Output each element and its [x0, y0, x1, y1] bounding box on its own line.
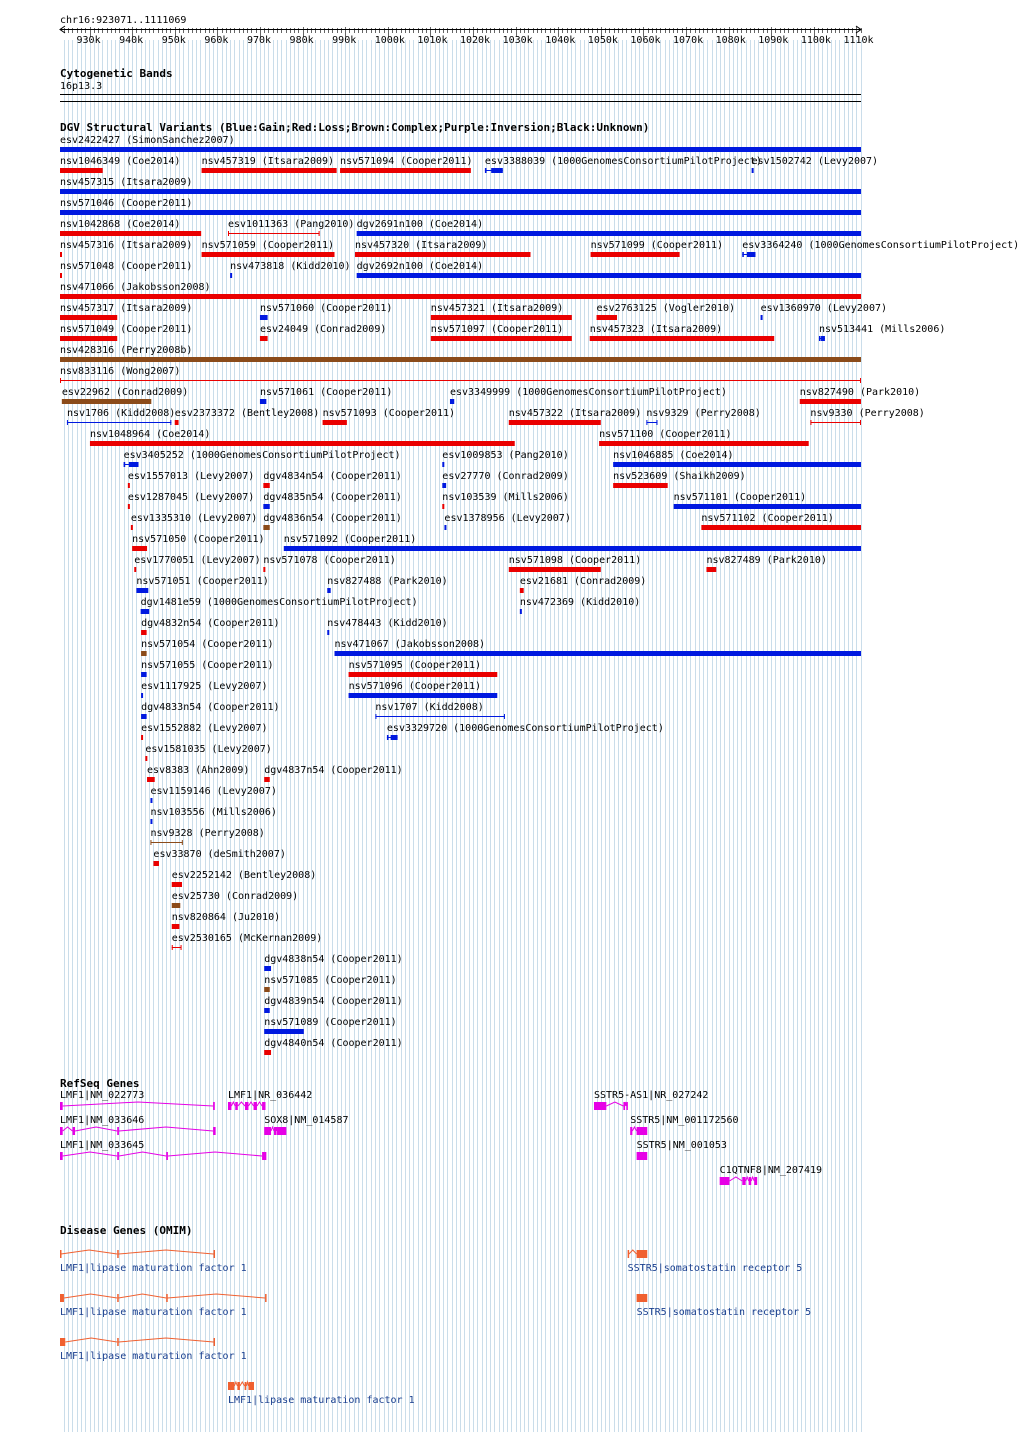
omim-gene-model[interactable]: [628, 1250, 648, 1258]
sv-label[interactable]: dgv4837n54 (Cooper2011): [264, 765, 403, 776]
dgv-title: DGV Structural Variants (Blue:Gain;Red:Loss;Brown:Complex;Purple:Inversion;Black:Unknown): [60, 121, 650, 134]
sv-label[interactable]: nsv571092 (Cooper2011): [283, 534, 417, 545]
sv-bar[interactable]: [230, 273, 232, 278]
sv-label[interactable]: nsv1048964 (Coe2014): [89, 429, 211, 440]
sv-label[interactable]: nsv571054 (Cooper2011): [141, 639, 274, 650]
sv-bar[interactable]: [263, 483, 269, 488]
sv-bar[interactable]: [141, 714, 147, 719]
sv-label[interactable]: esv24049 (Conrad2009): [259, 324, 387, 335]
sv-bar[interactable]: [264, 1029, 304, 1034]
region-label: chr16:923071..1111069: [60, 15, 187, 26]
sv-bar[interactable]: [450, 399, 454, 404]
sv-bar[interactable]: [357, 231, 861, 236]
sv-bar[interactable]: [742, 252, 755, 257]
sv-label[interactable]: dgv4832n54 (Cooper2011): [141, 618, 280, 629]
sv-label[interactable]: esv2763125 (Vogler2010): [596, 303, 736, 314]
refseq-gene-label[interactable]: LMF1|NM_033646: [60, 1115, 145, 1126]
sv-bar[interactable]: [674, 504, 861, 509]
sv-label[interactable]: nsv571050 (Cooper2011): [132, 534, 265, 545]
sv-bar[interactable]: [264, 777, 270, 782]
ruler-tick-label: 1010k: [417, 35, 448, 46]
sv-label[interactable]: esv2530165 (McKernan2009): [171, 933, 323, 944]
sv-label[interactable]: esv2252142 (Bentley2008): [171, 870, 317, 881]
sv-bar[interactable]: [60, 231, 201, 236]
sv-label[interactable]: nsv513441 (Mills2006): [818, 324, 946, 335]
sv-bar[interactable]: [124, 462, 139, 467]
sv-bar[interactable]: [442, 483, 446, 488]
sv-label[interactable]: dgv4833n54 (Cooper2011): [141, 702, 280, 713]
sv-label[interactable]: nsv571089 (Cooper2011): [264, 1017, 397, 1028]
sv-bar[interactable]: [60, 357, 861, 362]
sv-bar[interactable]: [284, 546, 861, 551]
sv-bar[interactable]: [357, 273, 861, 278]
sv-bar[interactable]: [62, 399, 151, 404]
ruler-tick-label: 960k: [204, 35, 229, 46]
sv-bar[interactable]: [264, 987, 270, 992]
sv-bar[interactable]: [134, 567, 136, 572]
omim-gene-label[interactable]: LMF1|lipase maturation factor 1: [227, 1395, 415, 1406]
sv-bar[interactable]: [800, 399, 861, 404]
refseq-gene-label[interactable]: SSTR5|NM_001172560: [630, 1115, 739, 1126]
omim-gene-label[interactable]: SSTR5|somatostatin receptor 5: [636, 1307, 812, 1318]
sv-bar[interactable]: [264, 1050, 271, 1055]
sv-bar[interactable]: [141, 609, 150, 614]
sv-label[interactable]: nsv472369 (Kidd2010): [519, 597, 641, 608]
sv-bar[interactable]: [264, 966, 271, 971]
refseq-gene-label[interactable]: SSTR5|NM_001053: [636, 1140, 727, 1151]
sv-bar[interactable]: [145, 756, 147, 761]
sv-bar[interactable]: [128, 483, 130, 488]
sv-label[interactable]: nsv571100 (Cooper2011): [599, 429, 732, 440]
sv-bar[interactable]: [60, 210, 861, 215]
sv-label[interactable]: nsv9328 (Perry2008): [150, 828, 265, 839]
sv-bar[interactable]: [264, 1008, 270, 1013]
ruler-tick-label: 1080k: [715, 35, 746, 46]
sv-bar[interactable]: [431, 336, 572, 341]
sv-label[interactable]: nsv103556 (Mills2006): [150, 807, 277, 818]
sv-bar[interactable]: [263, 567, 265, 572]
sv-label[interactable]: dgv1481e59 (1000GenomesConsortiumPilotProject): [140, 597, 418, 608]
sv-bar[interactable]: [141, 735, 143, 740]
sv-bar[interactable]: [132, 546, 147, 551]
sv-bar[interactable]: [60, 294, 861, 299]
sv-label[interactable]: dgv4835n54 (Cooper2011): [263, 492, 402, 503]
sv-label[interactable]: dgv4839n54 (Cooper2011): [264, 996, 403, 1007]
sv-label[interactable]: esv21681 (Conrad2009): [519, 576, 647, 587]
ruler-tick-label: 1090k: [758, 35, 789, 46]
omim-title: Disease Genes (OMIM): [60, 1224, 193, 1237]
sv-label[interactable]: nsv827490 (Park2010): [799, 387, 921, 398]
sv-label[interactable]: esv1011363 (Pang2010): [227, 219, 355, 230]
sv-bar[interactable]: [172, 903, 181, 908]
sv-label[interactable]: dgv4840n54 (Cooper2011): [264, 1038, 403, 1049]
refseq-gene-model[interactable]: [630, 1127, 647, 1135]
sv-bar[interactable]: [131, 525, 133, 530]
sv-bar[interactable]: [752, 168, 754, 173]
sv-label[interactable]: dgv4838n54 (Cooper2011): [264, 954, 403, 965]
sv-label[interactable]: nsv571095 (Cooper2011): [348, 660, 482, 671]
sv-bar[interactable]: [263, 504, 269, 509]
sv-label[interactable]: nsv571093 (Cooper2011): [322, 408, 456, 419]
sv-label[interactable]: nsv571096 (Cooper2011): [348, 681, 482, 692]
sv-label[interactable]: esv3405252 (1000GenomesConsortiumPilotProject): [123, 450, 401, 461]
sv-bar[interactable]: [90, 441, 515, 446]
sv-bar[interactable]: [141, 630, 147, 635]
refseq-gene-model[interactable]: [60, 1152, 266, 1160]
ruler-tick-label: 1020k: [459, 35, 491, 46]
sv-bar[interactable]: [591, 252, 680, 257]
sv-bar[interactable]: [520, 588, 524, 593]
sv-label[interactable]: esv3388039 (1000GenomesConsortiumPilotProject): [484, 156, 762, 167]
ruler-tick-label: 1000k: [374, 35, 405, 46]
sv-bar[interactable]: [349, 693, 498, 698]
sv-label[interactable]: esv25730 (Conrad2009): [171, 891, 299, 902]
sv-bar[interactable]: [349, 672, 498, 677]
sv-bar[interactable]: [260, 315, 268, 320]
sv-bar[interactable]: [335, 651, 861, 656]
ruler-tick-label: 1050k: [587, 35, 618, 46]
sv-bar[interactable]: [60, 168, 103, 173]
sv-label[interactable]: nsv1707 (Kidd2008): [375, 702, 484, 713]
sv-label[interactable]: nsv103539 (Mills2006): [442, 492, 569, 503]
refseq-gene-label[interactable]: LMF1|NM_022773: [60, 1090, 145, 1101]
sv-bar[interactable]: [150, 798, 152, 803]
sv-label[interactable]: dgv4836n54 (Cooper2011): [263, 513, 402, 524]
sv-label[interactable]: nsv1042868 (Coe2014): [60, 219, 181, 230]
sv-label[interactable]: nsv571055 (Cooper2011): [141, 660, 274, 671]
sv-label[interactable]: nsv1046349 (Coe2014): [60, 156, 181, 167]
sv-label[interactable]: esv8383 (Ahn2009): [147, 765, 250, 776]
sv-label[interactable]: esv1552882 (Levy2007): [141, 723, 268, 734]
sv-bar[interactable]: [599, 441, 809, 446]
sv-bar[interactable]: [202, 252, 335, 257]
refseq-gene-model[interactable]: [264, 1127, 286, 1135]
sv-label[interactable]: nsv827489 (Park2010): [706, 555, 827, 566]
sv-bar[interactable]: [147, 777, 155, 782]
sv-label[interactable]: nsv457315 (Itsara2009): [60, 177, 193, 188]
sv-bar[interactable]: [442, 504, 444, 509]
omim-gene-model[interactable]: [60, 1338, 215, 1346]
refseq-gene-label[interactable]: LMF1|NR_036442: [227, 1090, 313, 1101]
cytoband-band[interactable]: 16p13.3: [60, 81, 103, 92]
sv-label[interactable]: nsv571060 (Cooper2011): [259, 303, 393, 314]
refseq-gene-label[interactable]: SSTR5-AS1|NR_027242: [593, 1090, 709, 1101]
sv-bar[interactable]: [260, 399, 266, 404]
sv-label[interactable]: nsv571099 (Cooper2011): [590, 240, 724, 251]
sv-bar[interactable]: [60, 189, 861, 194]
refseq-gene-model[interactable]: [228, 1102, 265, 1110]
sv-bar[interactable]: [263, 525, 269, 530]
ruler-tick-label: 1040k: [545, 35, 576, 46]
omim-gene-label[interactable]: SSTR5|somatostatin receptor 5: [627, 1263, 803, 1274]
sv-label[interactable]: nsv457317 (Itsara2009): [60, 303, 193, 314]
sv-bar[interactable]: [67, 420, 171, 425]
sv-bar[interactable]: [509, 420, 601, 425]
sv-label[interactable]: nsv9330 (Perry2008): [810, 408, 925, 419]
sv-label[interactable]: esv1009853 (Pang2010): [442, 450, 569, 461]
sv-bar[interactable]: [60, 336, 117, 341]
sv-bar[interactable]: [323, 420, 347, 425]
ruler-tick-label: 1100k: [800, 35, 831, 46]
sv-label[interactable]: esv1378956 (Levy2007): [444, 513, 571, 524]
ruler-tick-label: 970k: [246, 35, 272, 46]
ruler-tick-label: 1110k: [843, 35, 874, 46]
sv-label[interactable]: esv3364240 (1000GenomesConsortiumPilotProject): [742, 240, 1019, 251]
sv-bar[interactable]: [60, 315, 117, 320]
sv-label[interactable]: nsv827488 (Park2010): [327, 576, 448, 587]
sv-label[interactable]: nsv428316 (Perry2008b): [60, 345, 193, 356]
ruler-tick-label: 990k: [332, 35, 357, 46]
refseq-title: RefSeq Genes: [60, 1077, 140, 1090]
sv-label[interactable]: nsv478443 (Kidd2010): [327, 618, 448, 629]
refseq-gene-label[interactable]: C1QTNF8|NM_207419: [719, 1165, 823, 1176]
sv-bar[interactable]: [701, 525, 861, 530]
ruler-tick-label: 1070k: [673, 35, 704, 46]
sv-bar[interactable]: [597, 315, 617, 320]
sv-label[interactable]: nsv571048 (Cooper2011): [60, 261, 193, 272]
ruler-tick-label: 930k: [76, 35, 101, 46]
sv-label[interactable]: nsv571085 (Cooper2011): [264, 975, 397, 986]
sv-bar[interactable]: [761, 315, 763, 320]
omim-gene-label[interactable]: LMF1|lipase maturation factor 1: [60, 1351, 247, 1362]
sv-bar[interactable]: [60, 147, 861, 152]
sv-label[interactable]: esv22962 (Conrad2009): [61, 387, 189, 398]
sv-label[interactable]: nsv571049 (Cooper2011): [60, 324, 193, 335]
ruler-tick-label: 1030k: [502, 35, 533, 46]
omim-gene-model[interactable]: [228, 1382, 254, 1390]
sv-label[interactable]: nsv457321 (Itsara2009): [430, 303, 564, 314]
sv-label[interactable]: esv1581035 (Levy2007): [145, 744, 272, 755]
sv-bar[interactable]: [202, 168, 337, 173]
sv-bar[interactable]: [819, 336, 825, 341]
sv-bar[interactable]: [375, 714, 505, 719]
sv-bar[interactable]: [646, 420, 657, 425]
sv-label[interactable]: esv1557013 (Levy2007): [127, 471, 255, 482]
sv-bar[interactable]: [141, 693, 143, 698]
omim-gene-model[interactable]: [60, 1250, 215, 1258]
sv-bar[interactable]: [520, 609, 522, 614]
refseq-gene-model[interactable]: [720, 1177, 757, 1185]
sv-bar[interactable]: [141, 651, 147, 656]
omim-gene-label[interactable]: LMF1|lipase maturation factor 1: [60, 1307, 247, 1318]
sv-label[interactable]: dgv2692n100 (Coe2014): [356, 261, 484, 272]
sv-bar[interactable]: [444, 525, 446, 530]
sv-bar[interactable]: [150, 819, 152, 824]
sv-label[interactable]: esv2422427 (SimonSanchez2007): [60, 135, 235, 146]
sv-label[interactable]: nsv523609 (Shaikh2009): [613, 471, 746, 482]
ruler-tick-label: 950k: [161, 35, 186, 46]
sv-label[interactable]: esv1117925 (Levy2007): [141, 681, 268, 692]
sv-bar[interactable]: [153, 861, 159, 866]
sv-label[interactable]: nsv1046885 (Coe2014): [613, 450, 734, 461]
sv-label[interactable]: nsv1706 (Kidd2008): [66, 408, 176, 419]
sv-bar[interactable]: [442, 462, 444, 467]
refseq-gene-model[interactable]: [637, 1152, 648, 1160]
sv-bar[interactable]: [172, 924, 180, 929]
sv-label[interactable]: nsv833116 (Wong2007): [60, 366, 181, 377]
sv-bar[interactable]: [327, 588, 330, 593]
omim-gene-label[interactable]: LMF1|lipase maturation factor 1: [60, 1263, 247, 1274]
ruler-tick-label: 1060k: [630, 35, 661, 46]
sv-label[interactable]: nsv571097 (Cooper2011): [430, 324, 564, 335]
sv-label[interactable]: nsv457320 (Itsara2009): [354, 240, 488, 251]
sv-label[interactable]: nsv571046 (Cooper2011): [60, 198, 193, 209]
refseq-gene-label[interactable]: LMF1|NM_033645: [60, 1140, 145, 1151]
sv-label[interactable]: nsv471067 (Jakobsson2008): [334, 639, 486, 650]
sv-label[interactable]: esv1335310 (Levy2007): [130, 513, 258, 524]
sv-bar[interactable]: [485, 168, 503, 173]
cytoband-title: Cytogenetic Bands: [60, 67, 173, 80]
sv-label[interactable]: nsv571051 (Cooper2011): [136, 576, 269, 587]
sv-label[interactable]: esv1502742 (Levy2007): [751, 156, 879, 167]
sv-label[interactable]: nsv457322 (Itsara2009): [508, 408, 642, 419]
sv-label[interactable]: nsv820864 (Ju2010): [171, 912, 281, 923]
sv-label[interactable]: dgv2691n100 (Coe2014): [356, 219, 484, 230]
sv-label[interactable]: nsv471066 (Jakobsson2008): [60, 282, 211, 293]
sv-label[interactable]: nsv571102 (Cooper2011): [701, 513, 834, 524]
sv-bar[interactable]: [260, 336, 268, 341]
sv-bar[interactable]: [172, 945, 182, 950]
ruler-tick-label: 940k: [119, 35, 144, 46]
sv-bar[interactable]: [509, 567, 601, 572]
sv-bar[interactable]: [136, 588, 148, 593]
sv-bar[interactable]: [431, 315, 572, 320]
sv-label[interactable]: nsv473818 (Kidd2010): [230, 261, 351, 272]
sv-label[interactable]: esv27770 (Conrad2009): [442, 471, 569, 482]
sv-label[interactable]: esv33870 (deSmith2007): [153, 849, 286, 860]
sv-bar[interactable]: [387, 735, 398, 740]
sv-label[interactable]: esv2373372 (Bentley2008): [174, 408, 320, 419]
sv-bar[interactable]: [141, 672, 147, 677]
sv-label[interactable]: nsv457319 (Itsara2009): [201, 156, 335, 167]
sv-label[interactable]: esv1287045 (Levy2007): [127, 492, 255, 503]
sv-bar[interactable]: [327, 630, 329, 635]
sv-bar[interactable]: [706, 567, 716, 572]
refseq-gene-model[interactable]: [60, 1102, 215, 1110]
sv-label[interactable]: esv1360970 (Levy2007): [760, 303, 888, 314]
sv-label[interactable]: nsv571078 (Cooper2011): [263, 555, 396, 566]
sv-bar[interactable]: [60, 273, 62, 278]
sv-bar[interactable]: [340, 168, 471, 173]
sv-label[interactable]: nsv571094 (Cooper2011): [340, 156, 473, 167]
sv-bar[interactable]: [128, 504, 130, 509]
sv-label[interactable]: dgv4834n54 (Cooper2011): [263, 471, 402, 482]
ruler-tick-label: 980k: [289, 35, 314, 46]
sv-label[interactable]: nsv9329 (Perry2008): [646, 408, 761, 419]
sv-bar[interactable]: [355, 252, 531, 257]
sv-label[interactable]: nsv571061 (Cooper2011): [259, 387, 393, 398]
sv-bar[interactable]: [60, 252, 62, 257]
sv-label[interactable]: nsv571059 (Cooper2011): [201, 240, 335, 251]
sv-bar[interactable]: [613, 483, 668, 488]
sv-label[interactable]: nsv457316 (Itsara2009): [60, 240, 193, 251]
sv-label[interactable]: nsv457323 (Itsara2009): [589, 324, 723, 335]
sv-bar[interactable]: [175, 420, 179, 425]
sv-label[interactable]: esv3329720 (1000GenomesConsortiumPilotProject): [386, 723, 664, 734]
sv-bar[interactable]: [172, 882, 182, 887]
sv-bar[interactable]: [613, 462, 861, 467]
refseq-gene-label[interactable]: SOX8|NM_014587: [264, 1115, 349, 1126]
sv-label[interactable]: esv1159146 (Levy2007): [150, 786, 277, 797]
omim-gene-model[interactable]: [60, 1294, 267, 1302]
omim-gene-model[interactable]: [637, 1294, 648, 1302]
sv-label[interactable]: nsv571101 (Cooper2011): [673, 492, 807, 503]
sv-label[interactable]: esv1770051 (Levy2007): [134, 555, 261, 566]
sv-bar[interactable]: [590, 336, 774, 341]
sv-label[interactable]: nsv571098 (Cooper2011): [508, 555, 642, 566]
sv-label[interactable]: esv3349999 (1000GenomesConsortiumPilotProject): [449, 387, 727, 398]
